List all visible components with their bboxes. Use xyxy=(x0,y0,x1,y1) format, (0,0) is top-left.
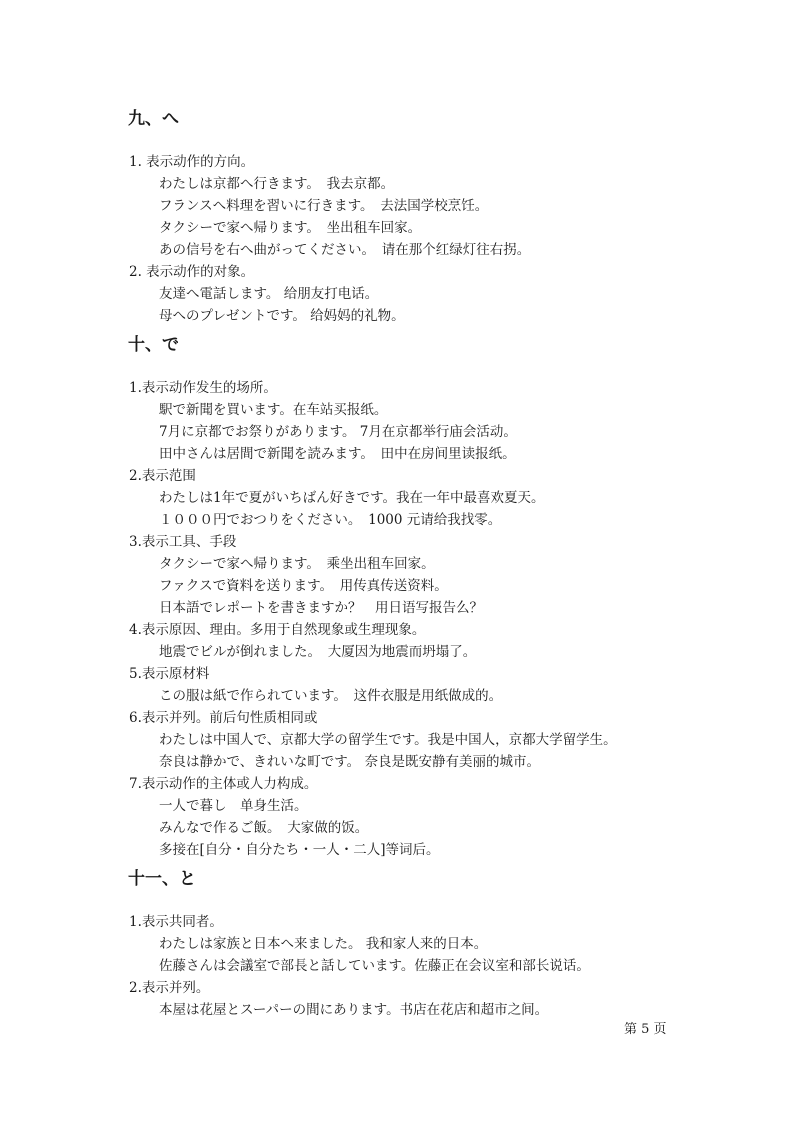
example-sentence: １０００円でおつりをください。 1000 元请给我找零。 xyxy=(159,512,502,528)
example-sentence: 田中さんは居間で新聞を読みます。 田中在房间里读报纸。 xyxy=(159,446,516,462)
usage-item: 5.表示原材料 xyxy=(129,666,210,682)
example-sentence: この服は紙で作られています。 这件衣服是用纸做成的。 xyxy=(159,688,503,704)
usage-item: 6.表示并列。前后句性质相同或 xyxy=(129,710,318,726)
example-sentence: タクシーで家へ帰ります。 乘坐出租车回家。 xyxy=(159,556,435,572)
example-sentence: わたしは京都へ行きます。 我去京都。 xyxy=(159,176,395,192)
example-sentence: ファクスで資料を送ります。 用传真传送资料。 xyxy=(159,578,448,594)
example-sentence: フランスへ料理を習いに行きます。 去法国学校烹饪。 xyxy=(159,198,489,214)
usage-item: 7.表示动作的主体或人力构成。 xyxy=(129,776,318,792)
usage-item: 3.表示工具、手段 xyxy=(129,534,237,550)
example-sentence: 一人で暮し 单身生活。 xyxy=(159,798,308,814)
example-sentence: 多接在[自分・自分たち・一人・二人]等词后。 xyxy=(159,842,440,858)
example-sentence: 駅で新聞を買います。在车站买报纸。 xyxy=(159,402,388,418)
usage-item: 1.表示共同者。 xyxy=(129,914,223,930)
usage-item: 1. 表示动作的方向。 xyxy=(129,154,255,170)
example-sentence: わたしは中国人で、京都大学の留学生です。我是中国人，京都大学留学生。 xyxy=(159,732,617,748)
page-number: 第 5 页 xyxy=(624,1022,667,1037)
example-sentence: タクシーで家へ帰ります。 坐出租车回家。 xyxy=(159,220,422,236)
example-sentence: あの信号を右へ曲がってください。 请在那个红绿灯往右拐。 xyxy=(159,242,531,258)
example-sentence: 日本語でレポートを書きますか？ 用日语写报告么？ xyxy=(159,600,483,616)
example-sentence: わたしは1年で夏がいちばん好きです。我在一年中最喜欢夏天。 xyxy=(159,490,545,506)
example-sentence: わたしは家族と日本へ来ました。 我和家人来的日本。 xyxy=(159,936,488,952)
example-sentence: 奈良は静かで、きれいな町です。 奈良是既安静有美丽的城市。 xyxy=(159,754,540,770)
usage-item: 2.表示范围 xyxy=(129,468,196,484)
example-sentence: 友達へ電話します。 给朋友打电话。 xyxy=(159,286,379,302)
section-heading-de: 十、で xyxy=(128,335,179,355)
example-sentence: 母へのプレゼントです。 给妈妈的礼物。 xyxy=(159,308,405,324)
example-sentence: みんなで作るご飯。 大家做的饭。 xyxy=(159,820,369,836)
usage-item: 1.表示动作发生的场所。 xyxy=(129,380,277,396)
usage-item: 4.表示原因、理由。多用于自然现象或生理现象。 xyxy=(129,622,426,638)
usage-item: 2. 表示动作的对象。 xyxy=(129,264,255,280)
example-sentence: 佐藤さんは会議室で部長と話しています。佐藤正在会议室和部长说话。 xyxy=(159,958,590,974)
example-sentence: 7月に京都でお祭りがあります。 7月在京都举行庙会活动。 xyxy=(159,424,517,440)
section-heading-he: 九、へ xyxy=(128,109,179,129)
example-sentence: 本屋は花屋とスーパーの間にあります。书店在花店和超市之间。 xyxy=(159,1002,549,1018)
example-sentence: 地震でビルが倒れました。 大厦因为地震而坍塌了。 xyxy=(159,644,477,660)
section-heading-to: 十一、と xyxy=(128,869,196,889)
usage-item: 2.表示并列。 xyxy=(129,980,210,996)
